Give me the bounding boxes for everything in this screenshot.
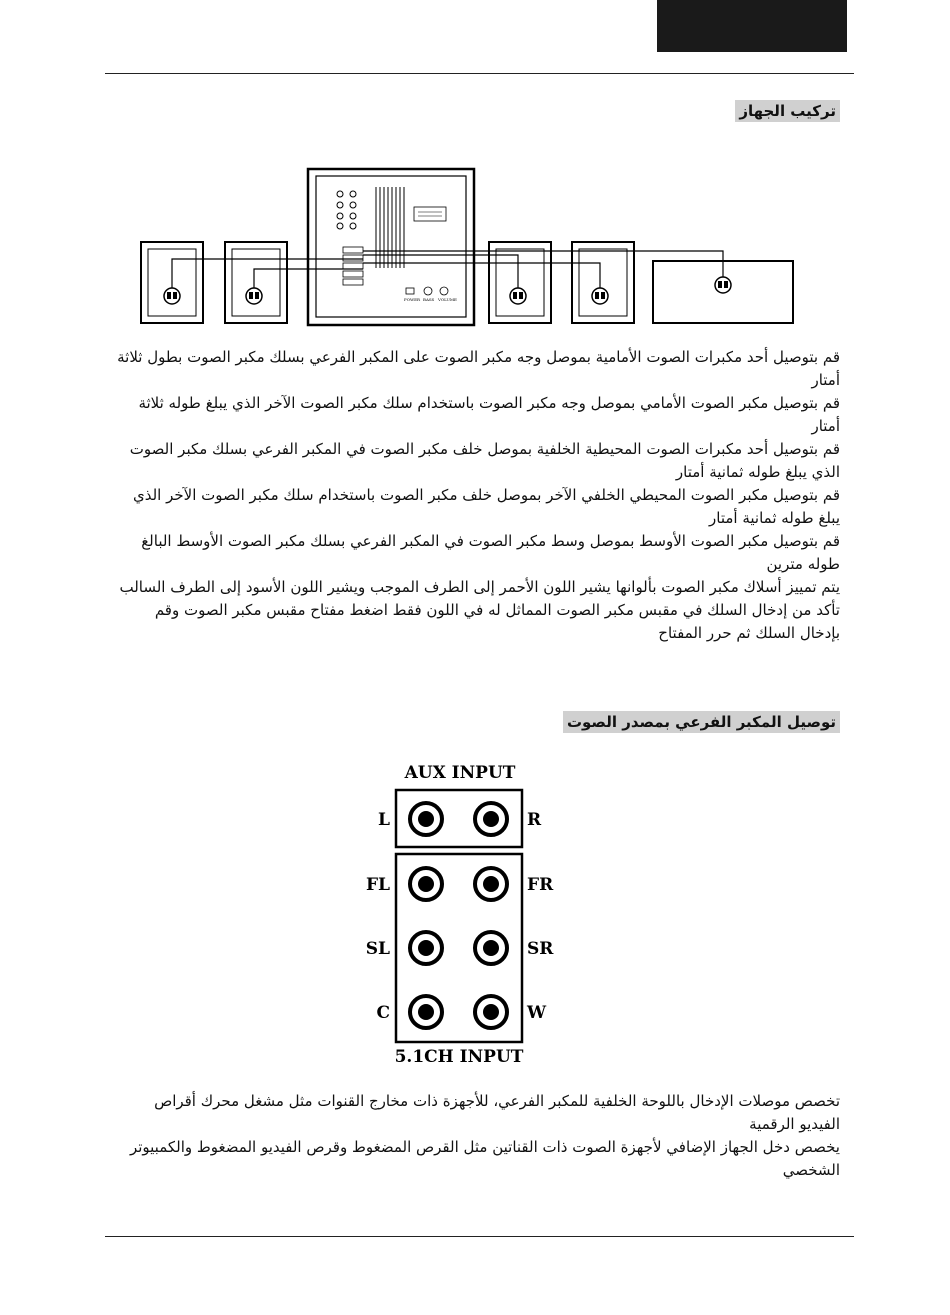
connect-note: تخصص موصلات الإدخال باللوحة الخلفية للمكبر الفرعي، للأجهزة ذات مخارج القنوات مثل مشغل محرك أقراص الفيديو الرقمية bbox=[154, 1092, 840, 1133]
header-tab bbox=[657, 0, 847, 52]
bottom-rule bbox=[105, 1236, 854, 1237]
label-r: R bbox=[527, 810, 542, 830]
connect-note: يخصص دخل الجهاز الإضافي لأجهزة الصوت ذات القناتين مثل القرص المضغوط وقرص الفيديو المضغوط والكمبيوتر الشخصي bbox=[129, 1138, 840, 1179]
label-sr: SR bbox=[527, 939, 554, 959]
install-diagram bbox=[138, 165, 798, 330]
bass-label: BASS bbox=[423, 297, 435, 302]
install-steps bbox=[112, 346, 840, 645]
rca-jack-fr bbox=[475, 868, 507, 900]
label-fr: FR bbox=[527, 875, 554, 895]
connect-notes bbox=[112, 1090, 840, 1182]
ch-input-title: 5.1CH INPUT bbox=[394, 1047, 524, 1067]
install-step: تأكد من إدخال السلك في مقبس مكبر الصوت المماثل له في اللون فقط اضغط مفتاح مقبس مكبر الصوت وقم بإدخال السلك ثم حرر المفتاح bbox=[154, 601, 840, 642]
install-step: قم بتوصيل أحد مكبرات الصوت الأمامية بموصل وجه مكبر الصوت على المكبر الفرعي بسلك مكبر الصوت بطول ثلاثة أمتار bbox=[117, 348, 840, 389]
speaker-left-2 bbox=[225, 242, 287, 323]
rca-jack-w bbox=[475, 996, 507, 1028]
rca-jack-l bbox=[410, 803, 442, 835]
label-sl: SL bbox=[365, 939, 390, 959]
label-fl: FL bbox=[365, 875, 390, 895]
install-step: قم بتوصيل مكبر الصوت الأمامي بموصل وجه مكبر الصوت باستخدام سلك مكبر الصوت الآخر الذي يبلغ طوله ثلاثة أمتار bbox=[138, 394, 840, 435]
speaker-right-2 bbox=[572, 242, 634, 323]
install-step: قم بتوصيل مكبر الصوت الأوسط بموصل وسط مكبر الصوت في المكبر الفرعي بسلك مكبر الصوت الأوسط البالغ طوله مترين bbox=[141, 532, 840, 573]
install-step: قم بتوصيل مكبر الصوت المحيطي الخلفي الآخر بموصل خلف مكبر الصوت باستخدام سلك مكبر الصوت الآخر الذي يبلغ طوله ثمانية أمتار bbox=[132, 486, 840, 527]
top-rule bbox=[105, 73, 854, 74]
connect-heading: توصيل المكبر الفرعي بمصدر الصوت bbox=[563, 711, 840, 733]
power-label: POWER bbox=[404, 297, 421, 302]
label-c: C bbox=[376, 1003, 390, 1023]
install-step: قم بتوصيل أحد مكبرات الصوت المحيطية الخلفية بموصل خلف مكبر الصوت في المكبر الفرعي بسلك مكبر الصوت الذي يبلغ طوله ثمانية أمتار bbox=[129, 440, 840, 481]
volume-label: VOLUME bbox=[438, 297, 457, 302]
rca-jack-c bbox=[410, 996, 442, 1028]
label-l: L bbox=[378, 810, 390, 830]
subwoofer bbox=[308, 169, 474, 325]
install-heading: تركيب الجهاز bbox=[735, 100, 840, 122]
input-panel-diagram bbox=[355, 758, 555, 1070]
speaker-right-1 bbox=[489, 242, 551, 323]
aux-input-title: AUX INPUT bbox=[404, 763, 516, 783]
rca-jack-r bbox=[475, 803, 507, 835]
rca-jack-sr bbox=[475, 932, 507, 964]
install-step: يتم تمييز أسلاك مكبر الصوت بألوانها يشير اللون الأحمر إلى الطرف الموجب ويشير اللون الأسود إلى الطرف السالب bbox=[119, 578, 840, 596]
label-w: W bbox=[527, 1003, 547, 1023]
rca-jack-sl bbox=[410, 932, 442, 964]
speaker-wires bbox=[172, 251, 723, 288]
rca-jack-fl bbox=[410, 868, 442, 900]
